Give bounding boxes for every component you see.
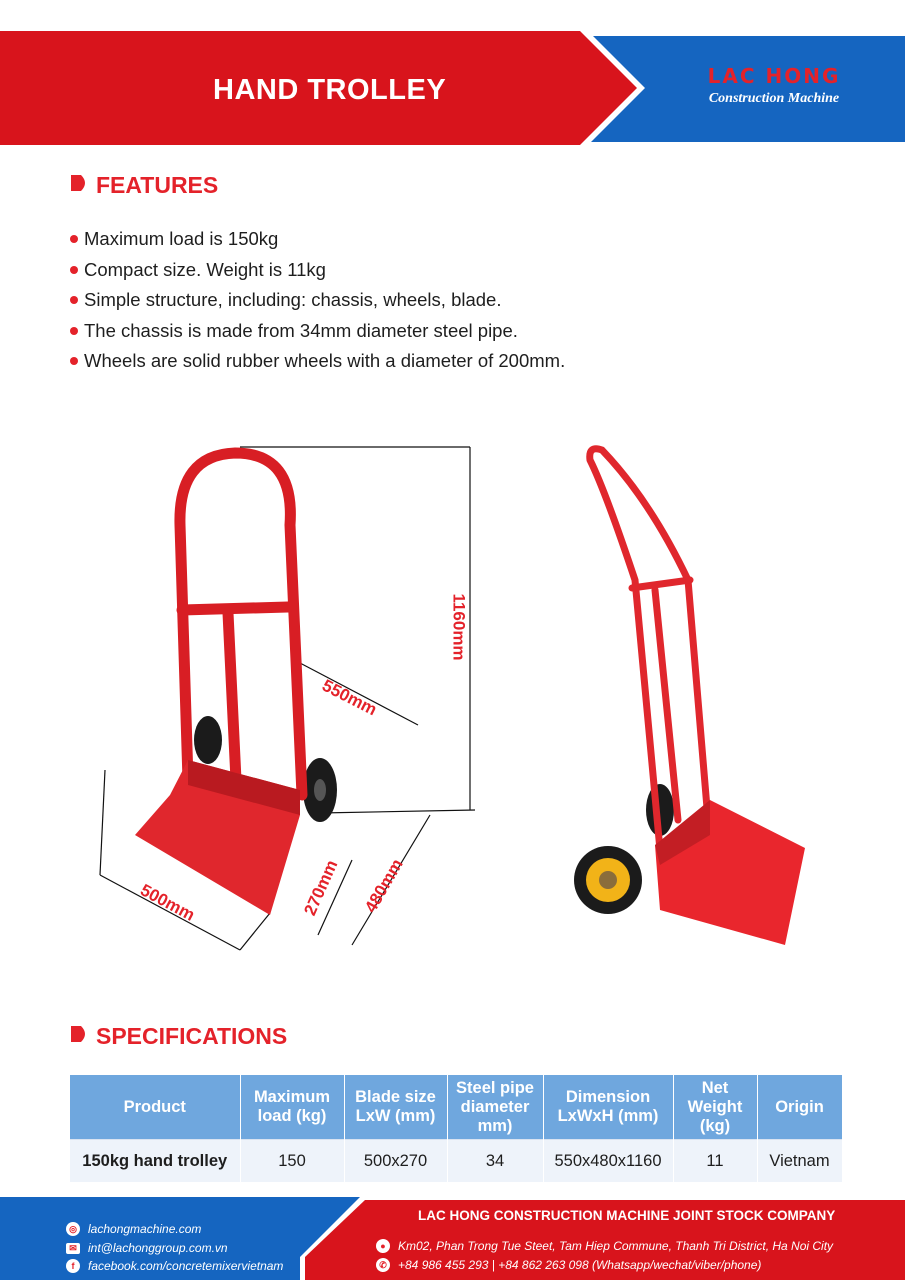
specifications-heading-label: SPECIFICATIONS — [96, 1023, 288, 1049]
footer-facebook[interactable] — [66, 1259, 283, 1273]
footer-email-text: int@lachonggroup.com.vn — [88, 1241, 228, 1255]
column-header: Product — [70, 1075, 240, 1140]
column-header: Dimension LxWxH (mm) — [543, 1075, 673, 1140]
globe-icon: ◎ — [66, 1222, 80, 1236]
facebook-icon: f — [66, 1259, 80, 1273]
list-item — [70, 255, 565, 286]
table-cell: 550x480x1160 — [543, 1140, 673, 1183]
footer-address — [376, 1239, 833, 1253]
footer-website[interactable] — [66, 1222, 201, 1236]
dimension-blade-width-label: 270mm — [300, 857, 342, 919]
column-header: Origin — [757, 1075, 842, 1140]
list-item — [70, 346, 565, 377]
column-header: Blade size LxW (mm) — [344, 1075, 447, 1140]
dimension-depth-label: 550mm — [319, 675, 380, 720]
feature-text: The chassis is made from 34mm diameter steel pipe. — [84, 319, 518, 341]
brand-logo-name: LAC HONG — [707, 64, 841, 88]
footer-facebook-text: facebook.com/concretemixervietnam — [88, 1259, 284, 1273]
column-header: Net Weight (kg) — [673, 1075, 757, 1140]
footer-address-text: Km02, Phan Trong Tue Steet, Tam Hiep Commune, Thanh Tri District, Ha Noi City — [398, 1239, 834, 1253]
bullet-icon — [70, 266, 78, 274]
page-header — [0, 0, 905, 150]
table-cell: 11 — [673, 1140, 757, 1183]
feature-text: Simple structure, including: chassis, wheels, blade. — [84, 289, 502, 311]
table-cell: 34 — [447, 1140, 543, 1183]
feature-text: Maximum load is 150kg — [84, 228, 279, 250]
footer-email[interactable] — [66, 1241, 228, 1255]
table-row — [70, 1140, 842, 1183]
list-item — [70, 316, 565, 347]
bullet-icon — [70, 357, 78, 365]
dimension-blade-length-label: 500mm — [137, 880, 198, 925]
list-item — [70, 285, 565, 316]
table-cell: 150kg hand trolley — [70, 1140, 240, 1183]
bullet-icon — [70, 235, 78, 243]
table-cell: 500x270 — [344, 1140, 447, 1183]
dimension-width-label: 480mm — [360, 855, 407, 916]
dimension-height-label: 1160mm — [449, 593, 469, 661]
features-list — [70, 224, 565, 377]
specifications-heading — [70, 1023, 287, 1050]
features-heading-label: FEATURES — [96, 172, 219, 198]
document-title: HAND TROLLEY — [213, 74, 447, 106]
brand-logo-tagline: Construction Machine — [708, 91, 840, 106]
phone-icon: ✆ — [376, 1258, 390, 1272]
page-footer — [0, 1197, 905, 1280]
table-cell: Vietnam — [757, 1140, 842, 1183]
mail-icon: ✉ — [66, 1243, 80, 1254]
footer-website-text: lachongmachine.com — [88, 1222, 202, 1236]
feature-text: Wheels are solid rubber wheels with a diameter of 200mm. — [84, 350, 566, 372]
footer-company-name: LAC HONG CONSTRUCTION MACHINE JOINT STOCK COMPANY — [418, 1208, 836, 1223]
footer-phone-text: +84 986 455 293 | +84 862 263 098 (Whatsapp/wechat/viber/phone) — [398, 1258, 762, 1272]
section-marker-icon — [70, 173, 90, 198]
column-header: Steel pipe diameter mm) — [447, 1075, 543, 1140]
specifications-table — [70, 1075, 843, 1182]
table-header-row — [70, 1075, 842, 1140]
feature-text: Compact size. Weight is 11kg — [84, 258, 326, 280]
section-marker-icon — [70, 1024, 90, 1049]
trolley-product-photo — [560, 440, 820, 950]
list-item — [70, 224, 565, 255]
bullet-icon — [70, 327, 78, 335]
bullet-icon — [70, 296, 78, 304]
features-heading — [70, 172, 218, 199]
footer-phone[interactable] — [376, 1258, 761, 1272]
column-header: Maximum load (kg) — [240, 1075, 344, 1140]
table-cell: 150 — [240, 1140, 344, 1183]
location-pin-icon: ● — [376, 1239, 390, 1253]
